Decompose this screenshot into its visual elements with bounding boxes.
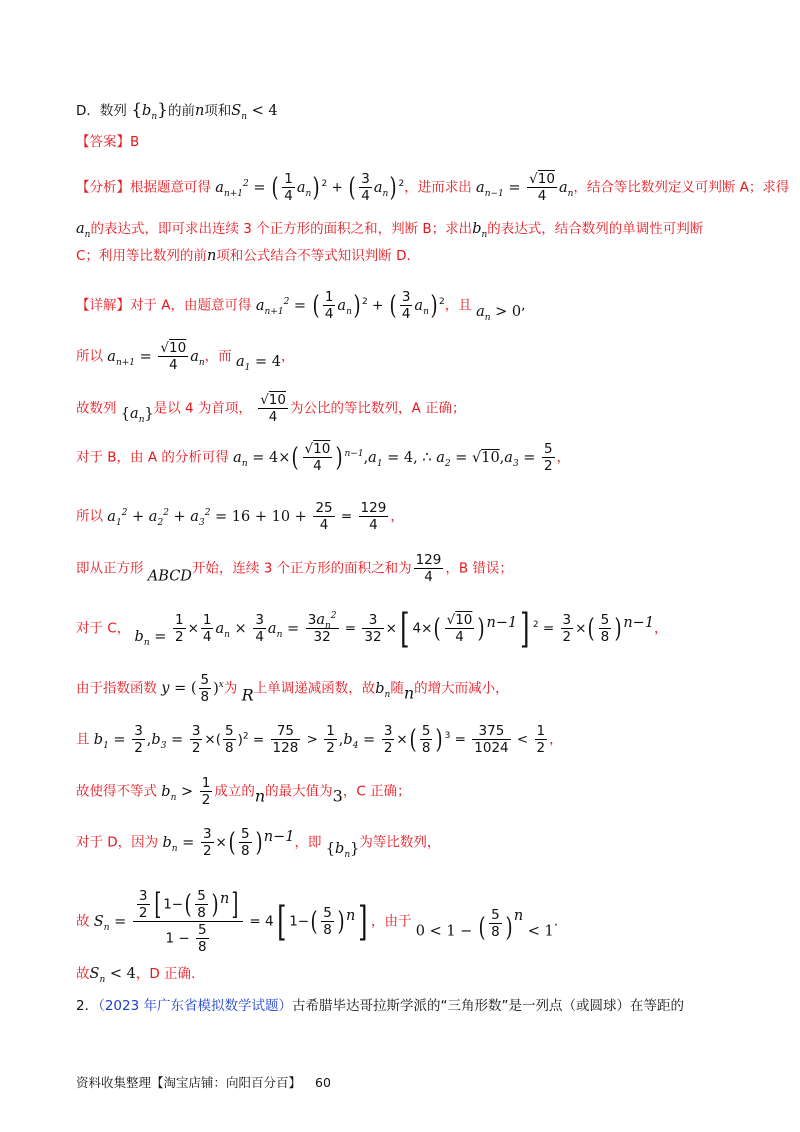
detail-line-4: 对于 B，由 A 的分析可得 $a_n = 4\times$( $\frac{√10}{4}$ ) $^{n-1},a_1 = 4$, ∴ $a_2 = √10,a_3$ = $\frac{5}{2}$ ，	[76, 441, 571, 474]
page-footer: 资料收集整理【淘宝店铺：向阳百分百】 60	[76, 1075, 331, 1090]
detail-line-8: 由于指数函数 y = ( $\frac{5}{8}$ )$^x$为 R上单调递减函数，故$b_n$随n的增大而减小，	[76, 672, 509, 705]
analysis-line-3: C；利用等比数列的前n项和公式结合不等式知识判断 D.	[76, 248, 411, 264]
detail-line-5: 所以 $a_1^2 + a_2^2 + a_3^2 = 16 + 10$ + $\frac{25}{4}$ = $\frac{129}{4}$ ，	[76, 500, 404, 533]
detail-line-7: 对于 C， $b_n$ = $\frac{1}{2}$ × $\frac{1}{4}$ $a_n$ × $\frac{3}{4}$ $a_n$ = $\frac{3a_n^2}{32}$ = $\frac{3}{32}$ ×[ 4×( $\frac{√10}{4}$ ) $^{n-1}$] $^2$ = $\frac{3}{2}$ ×( $\frac{5}{8}$ ) $^{n-1}$，	[76, 605, 668, 652]
detail-line-9: 且 $b_1$ = $\frac{3}{2}$ $,b_3$ = $\frac{3}{2}$ ×( $\frac{5}{8}$ )$^2$ = $\frac{75}{128}$ > $\frac{1}{2}$ $,b_4$ = $\frac{3}{2}$ ×( $\frac{5}{8}$ ) $^3$ = $\frac{375}{1024}$ < $\frac{1}{2}$ ，	[76, 723, 563, 756]
detail-line-12: 故 $S_n$ = $\frac{3}{2}$ [ 1−( $\frac{5}{8}$ ) $^n$] 1 − $\frac{5}{8}$ = 4[ 1−( $\frac{5}{8}$ ) $^n$] ，由于 0 < 1 − ( $\frac{5}{8}$ ) $^n$ < 1.	[76, 886, 559, 955]
page-number: 60	[315, 1075, 331, 1090]
detail-line-10: 故使得不等式 $b_n$ > $\frac{1}{2}$ 成立的n的最大值为3，C 正确；	[76, 775, 411, 808]
question-source-link[interactable]: （2023 年广东省模拟数学试题）	[98, 998, 292, 1014]
detail-line-1: 【详解】对于 A，由题意可得 $a_{n+1}^2$ = ( $\frac{1}{4}$ $a_n$) $^2$ + ( $\frac{3}{4}$ $a_n$) $^2$，且 $a_n > 0$,	[76, 289, 526, 323]
detail-line-11: 对于 D，因为 $b_n$ = $\frac{3}{2}$ ×( $\frac{5}{8}$ ) $^{n-1}$，即 $\{b_n\}$为等比数列，	[76, 826, 441, 860]
question-2-line: 2．（2023 年广东省模拟数学试题）古希腊毕达哥拉斯学派的“三角形数”是一列点（或圆球）在等距的	[76, 998, 684, 1014]
detail-line-2: 所以 $a_{n+1}$ = $\frac{√10}{4}$ $a_n$，而 $a_1 = 4$，	[76, 340, 295, 373]
option-d: D．数列 $\{b_n\}$的前n项和$S_n < 4$	[76, 100, 278, 122]
detail-line-3: 故数列 $\{a_n\}$是以 4 为首项， $\frac{√10}{4}$ 为公比的等比数列，A 正确；	[76, 392, 466, 425]
detail-line-13: 故$S_n < 4$，D 正确.	[76, 966, 196, 985]
analysis-line-2: $a_n$的表达式，即可求出连续 3 个正方形的面积之和，判断 B；求出$b_n$的表达式，结合数列的单调性可判断	[76, 221, 704, 240]
answer-line: 【答案】B	[76, 134, 140, 150]
detail-line-6: 即从正方形 ABCD开始，连续 3 个正方形的面积之和为 $\frac{129}{4}$ ，B 错误；	[76, 552, 513, 585]
analysis-line-1: 【分析】根据题意可得 $a_{n+1}^2$ = ( $\frac{1}{4}$ $a_n$) $^2$ + ( $\frac{3}{4}$ $a_n$) $^2$，进而求出 $a_{n-1}$ = $\frac{√10}{4}$ $a_n$，结合等比数列定义可判断 A；求得	[76, 171, 790, 204]
